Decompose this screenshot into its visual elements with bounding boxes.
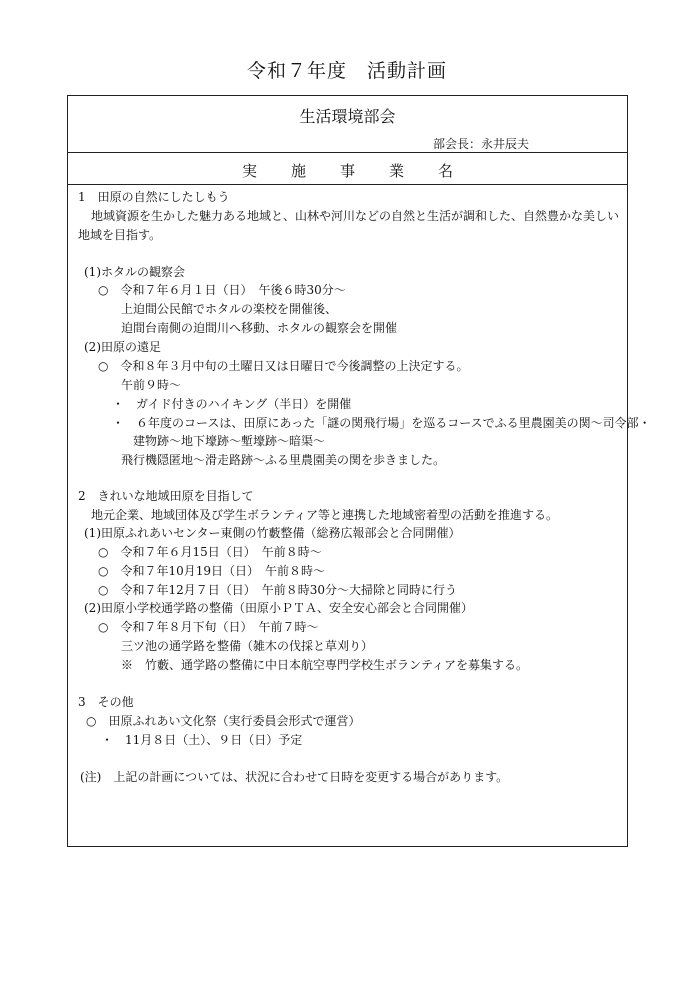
table-divider xyxy=(68,184,627,185)
department-leader: 部会長：永井辰夫 xyxy=(432,137,529,151)
section-heading xyxy=(68,160,627,181)
bullet-item: ・ ６年度のコースは、田原にあった「謎の関飛行場」を巡るコースでふる里農園美の関～司令部・ xyxy=(112,416,651,430)
section-2-heading: 2 きれいな地域田原を目指して xyxy=(78,489,254,503)
section-1-heading: 1 田原の自然にしたしもう xyxy=(78,190,230,204)
list-item-detail: 上迫間公民館でホタルの楽校を開催後、 xyxy=(121,302,338,316)
heading-char: 事 xyxy=(339,162,355,180)
heading-char: 名 xyxy=(438,162,454,180)
bullet-item: ・ 11月８日（土）、９日（日）予定 xyxy=(101,733,303,747)
list-item: ○ 田原ふれあい文化祭（実行委員会形式で運営） xyxy=(86,714,361,728)
plan-table xyxy=(67,95,651,847)
body-text: 地域資源を生かした魅力ある地域と、山林や河川などの自然と生活が調和した、自然豊かな美しい xyxy=(91,209,620,223)
bullet-item: ・ ガイド付きのハイキング（半日）を開催 xyxy=(112,397,352,411)
department-name: 生活環境部会 xyxy=(299,107,396,126)
item-heading: (2)田原小学校通学路の整備（田原小ＰＴＡ、安全安心部会と合同開催） xyxy=(84,601,474,615)
list-item: ○ 令和７年６月15日（日） 午前８時～ xyxy=(98,545,322,559)
document-title: 令和７年度 活動計画 xyxy=(246,60,447,82)
heading-char: 実 xyxy=(241,162,257,180)
bullet-item-detail: 飛行機隠匿地～滑走路跡～ふる里農園美の関を歩きました。 xyxy=(121,453,446,467)
list-item: ○ 令和７年12月７日（日） 午前８時30分～大掃除と同時に行う xyxy=(98,583,458,597)
list-item: ○ 令和７年８月下旬（日） 午前７時～ xyxy=(98,620,319,634)
item-heading: (1)ホタルの観察会 xyxy=(84,265,185,279)
note-text: ※ 竹藪、通学路の整備に中日本航空専門学校生ボランティアを募集する。 xyxy=(121,658,529,672)
heading-char: 業 xyxy=(389,162,405,180)
table-divider xyxy=(68,152,627,153)
list-item: ○ 令和７年６月１日（日） 午後６時30分～ xyxy=(98,283,346,297)
section-3-heading: 3 その他 xyxy=(78,695,134,709)
list-item: ○ 令和７年10月19日（日） 午前８時～ xyxy=(98,564,326,578)
heading-char: 施 xyxy=(290,162,306,180)
list-item: ○ 令和８年３月中旬の土曜日又は日曜日で今後調整の上決定する。 xyxy=(98,359,469,373)
list-item-detail: 三ツ池の通学路を整備（雑木の伐採と草刈り） xyxy=(121,639,374,653)
body-text: 地元企業、地域団体及び学生ボランティア等と連携した地域密着型の活動を推進する。 xyxy=(91,508,559,522)
body-text: 地域を目指す。 xyxy=(78,228,162,242)
list-item-detail: 迫間台南側の迫間川へ移動、ホタルの観察会を開催 xyxy=(121,321,398,335)
footnote: (注) 上記の計画については、状況に合わせて日時を変更する場合があります。 xyxy=(80,770,509,784)
bullet-item-detail: 建物跡～地下壕跡～塹壕跡～暗渠～ xyxy=(133,434,326,448)
item-heading: (1)田原ふれあいセンター東側の竹藪整備（総務広報部会と合同開催） xyxy=(84,526,461,540)
list-item-detail: 午前９時～ xyxy=(121,378,182,392)
item-heading: (2)田原の遠足 xyxy=(84,340,161,354)
